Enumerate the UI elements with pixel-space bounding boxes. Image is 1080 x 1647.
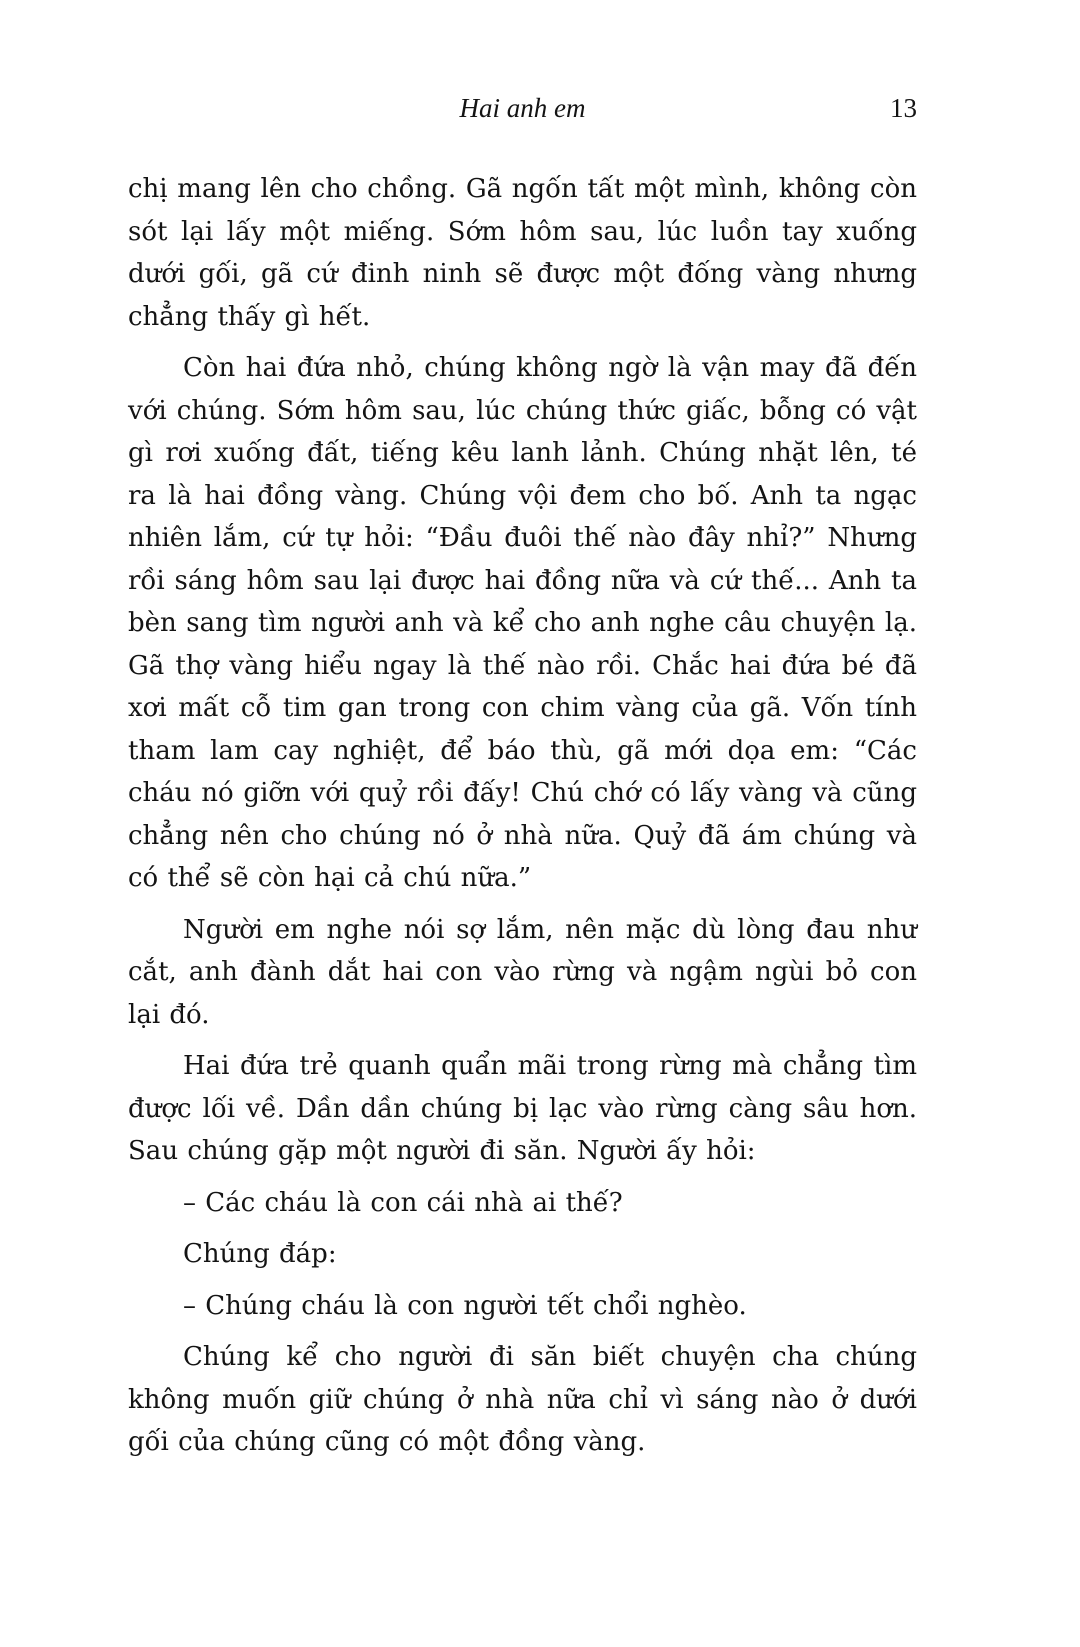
dialogue-line: – Các cháu là con cái nhà ai thế? <box>183 1187 623 1218</box>
paragraph: Còn hai đứa nhỏ, chúng không ngờ là vận may đã đến với chúng. Sớm hôm sau, lúc chúng thức giấc, bỗng có vật gì rơi xuống đất, tiếng kêu lanh lảnh. Chúng nhặt lên, té ra là hai đồng vàng. Chúng vội đem cho bố. Anh ta ngạc nhiên lắm, cứ tự hỏi: “Đầu đuôi thế nào đây nhỉ?” Nhưng rồi sáng hôm sau lại được hai đồng nữa và cứ thế... Anh ta bèn sang tìm người anh và kể cho anh nghe câu chuyện lạ. Gã thợ vàng hiểu ngay là thế nào rồi. Chắc hai đứa bé đã xơi mất cỗ tim gan trong con chim vàng của gã. Vốn tính tham lam cay nghiệt, để báo thù, gã mới dọa em: “Các cháu nó giỡn với quỷ rồi đấy! Chú chớ có lấy vàng và cũng chẳng nên cho chúng nó ở nhà nữa. Quỷ đã ám chúng và có thể sẽ còn hại cả chú nữa.” <box>128 353 917 893</box>
chapter-title: Hai anh em <box>459 93 586 123</box>
paragraph: Chúng đáp: <box>183 1239 337 1269</box>
paragraph: Hai đứa trẻ quanh quẩn mãi trong rừng mà chẳng tìm được lối về. Dần dần chúng bị lạc vào rừng càng sâu hơn. Sau chúng gặp một người đi săn. Người ấy hỏi: <box>128 1051 917 1166</box>
paragraph: chị mang lên cho chồng. Gã ngốn tất một mình, không còn sót lại lấy một miếng. Sớm hôm sau, lúc luồn tay xuống dưới gối, gã cứ đinh ninh sẽ được một đống vàng nhưng chẳng thấy gì hết. <box>128 174 917 332</box>
body-text <box>128 168 917 1473</box>
running-header <box>128 88 917 128</box>
paragraph: Chúng kể cho người đi săn biết chuyện cha chúng không muốn giữ chúng ở nhà nữa chỉ vì sáng nào ở dưới gối của chúng cũng có một đồng vàng. <box>128 1342 917 1457</box>
paragraph: Người em nghe nói sợ lắm, nên mặc dù lòng đau như cắt, anh đành dắt hai con vào rừng và ngậm ngùi bỏ con lại đó. <box>128 914 917 1030</box>
dialogue-line: – Chúng cháu là con người tết chổi nghèo. <box>183 1290 747 1321</box>
page-number: 13 <box>890 93 917 123</box>
